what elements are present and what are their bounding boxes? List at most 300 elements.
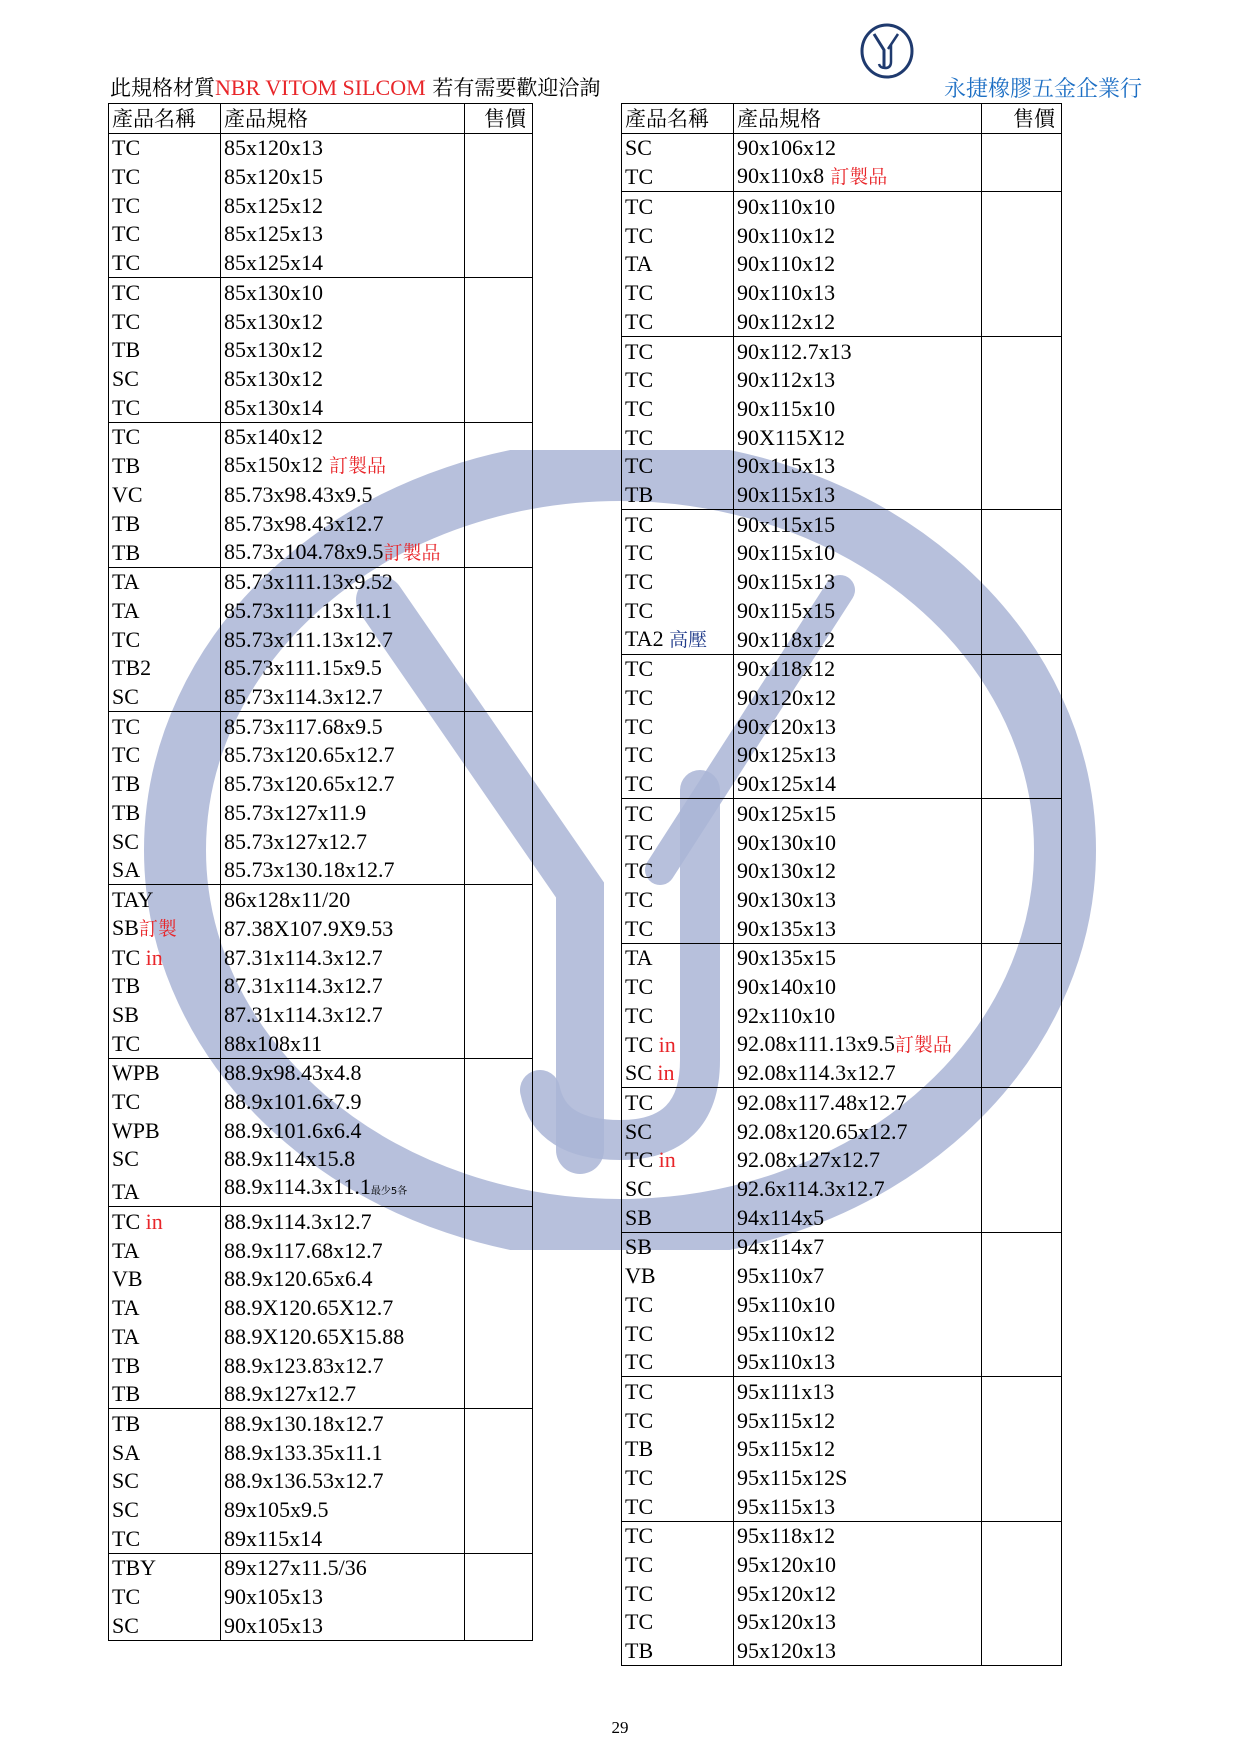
product-code: TC <box>112 394 141 420</box>
product-spec: 86x128x11/20 <box>224 886 351 912</box>
product-spec-cell <box>221 712 465 741</box>
product-spec: 90x110x8 <box>737 163 825 189</box>
product-spec-cell <box>221 364 465 393</box>
column-header-name: 產品名稱 <box>622 104 734 134</box>
product-spec: 85x125x14 <box>224 250 323 276</box>
price-cell <box>982 1117 1062 1146</box>
price-cell <box>982 828 1062 857</box>
product-spec: 87.31x114.3x12.7 <box>224 973 383 999</box>
product-code: TC <box>625 222 654 248</box>
product-code: TAY <box>112 886 154 912</box>
product-code: TC <box>625 656 654 682</box>
product-spec: 85.73x111.13x11.1 <box>224 598 393 623</box>
price-cell <box>465 682 533 711</box>
product-spec-cell <box>221 509 465 538</box>
product-code: TB <box>112 973 141 999</box>
product-spec-cell <box>221 741 465 770</box>
table-row <box>109 943 533 972</box>
price-cell <box>465 1116 533 1145</box>
product-spec: 88.9X120.65X12.7 <box>224 1295 394 1321</box>
price-cell <box>465 856 533 885</box>
product-spec: 88.9x120.65x6.4 <box>224 1266 373 1292</box>
price-cell <box>982 366 1062 395</box>
product-code: TA2 <box>625 625 670 651</box>
table-row <box>109 1058 533 1087</box>
price-cell <box>465 1322 533 1351</box>
product-code-cell <box>622 1579 734 1608</box>
price-cell <box>982 452 1062 481</box>
price-cell <box>982 480 1062 509</box>
product-code: TC <box>625 164 654 190</box>
price-cell <box>465 364 533 393</box>
product-code-cell <box>109 1265 221 1294</box>
product-spec-cell <box>221 162 465 191</box>
price-cell <box>982 1001 1062 1030</box>
product-code-cell <box>622 857 734 886</box>
product-code-cell <box>109 654 221 683</box>
product-code-cell <box>622 1550 734 1579</box>
product-code: TB <box>112 1410 141 1436</box>
price-cell <box>982 972 1062 1001</box>
price-cell <box>465 596 533 625</box>
right-price-table <box>621 103 1062 1666</box>
product-spec: 92x110x10 <box>737 1002 836 1028</box>
product-spec-cell <box>221 1145 465 1174</box>
product-code-cell <box>109 220 221 249</box>
product-spec: 95x120x10 <box>737 1552 836 1577</box>
table-row <box>109 1236 533 1265</box>
table-row <box>622 654 1062 683</box>
price-cell <box>465 220 533 249</box>
price-cell <box>982 625 1062 655</box>
product-spec-cell <box>734 278 982 307</box>
price-cell <box>982 712 1062 741</box>
spec-note: 最少5各 <box>370 1186 408 1198</box>
product-spec: 85x130x14 <box>224 394 323 420</box>
table-row <box>622 885 1062 914</box>
product-code-cell <box>622 366 734 395</box>
product-spec-cell <box>221 1207 465 1236</box>
product-spec-cell <box>734 1319 982 1348</box>
product-spec: 90x105x13 <box>224 1584 323 1609</box>
product-spec-cell <box>734 857 982 886</box>
table-row <box>622 1550 1062 1579</box>
price-cell <box>465 827 533 856</box>
product-code-cell <box>109 567 221 596</box>
table-row <box>109 248 533 277</box>
product-spec-cell <box>221 885 465 914</box>
product-spec: 90x130x13 <box>737 886 836 912</box>
table-row <box>622 1463 1062 1492</box>
table-row <box>109 1116 533 1145</box>
product-spec: 95x110x13 <box>737 1349 836 1375</box>
price-cell <box>982 336 1062 365</box>
product-code-cell <box>622 1030 734 1059</box>
product-code: TC <box>112 1089 141 1114</box>
product-spec-cell <box>221 1495 465 1524</box>
table-row <box>622 769 1062 798</box>
product-spec-cell <box>221 1524 465 1553</box>
product-code-cell <box>622 914 734 943</box>
price-cell <box>982 423 1062 452</box>
product-code-cell <box>109 1438 221 1467</box>
price-cell <box>982 162 1062 192</box>
price-cell <box>982 278 1062 307</box>
product-code: TC <box>112 308 141 334</box>
price-cell <box>982 943 1062 972</box>
product-spec-cell <box>221 1116 465 1145</box>
product-code-cell <box>622 972 734 1001</box>
price-cell <box>465 1524 533 1553</box>
product-spec: 95x120x13 <box>737 1609 836 1635</box>
table-row <box>622 972 1062 1001</box>
product-code-cell <box>622 799 734 828</box>
product-code-cell <box>109 712 221 741</box>
product-code-cell <box>109 1467 221 1496</box>
product-spec-cell <box>221 625 465 654</box>
product-code: SC <box>112 828 139 854</box>
product-spec: 85x130x10 <box>224 279 323 305</box>
product-code: SB <box>625 1234 652 1260</box>
table-row <box>109 1611 533 1640</box>
product-code: TB <box>112 539 141 565</box>
product-spec: 88.9x133.35x11.1 <box>224 1439 383 1465</box>
price-cell <box>465 1467 533 1496</box>
product-code-cell <box>109 914 221 943</box>
price-cell <box>465 393 533 422</box>
product-code-cell <box>622 162 734 192</box>
table-row <box>622 539 1062 568</box>
product-code-cell <box>622 683 734 712</box>
product-spec: 87.31x114.3x12.7 <box>224 1001 383 1027</box>
product-spec-cell <box>221 191 465 220</box>
price-cell <box>982 769 1062 798</box>
product-spec-cell <box>734 394 982 423</box>
product-code: TC <box>625 1291 654 1317</box>
product-spec: 90x110x13 <box>737 280 836 306</box>
code-note: in <box>657 1060 675 1086</box>
product-spec-cell <box>221 248 465 277</box>
table-row <box>622 857 1062 886</box>
product-code: SA <box>112 857 141 883</box>
product-code-cell <box>109 1000 221 1029</box>
price-cell <box>465 1145 533 1174</box>
product-code: TA <box>112 1323 140 1349</box>
product-spec: 85.73x127x12.7 <box>224 828 367 854</box>
product-spec-cell <box>734 1636 982 1665</box>
product-spec: 90x112x13 <box>737 367 836 393</box>
product-spec-cell <box>221 1029 465 1058</box>
price-cell <box>982 596 1062 625</box>
table-row <box>622 221 1062 250</box>
product-code-cell <box>109 191 221 220</box>
product-spec-cell <box>221 654 465 683</box>
product-code: TC <box>625 1407 654 1433</box>
product-code-cell <box>109 1029 221 1058</box>
product-code-cell <box>622 192 734 221</box>
price-cell <box>465 538 533 568</box>
product-code-cell <box>622 1463 734 1492</box>
product-code: TC <box>625 540 654 566</box>
table-row <box>109 1438 533 1467</box>
product-spec-cell <box>221 1173 465 1207</box>
table-row <box>109 1293 533 1322</box>
product-spec-cell <box>734 972 982 1001</box>
product-spec: 90x125x13 <box>737 742 836 768</box>
product-code-cell <box>622 1232 734 1261</box>
product-spec-cell <box>734 250 982 279</box>
table-row <box>109 1582 533 1611</box>
product-code: TC <box>625 597 654 623</box>
product-code-cell <box>109 682 221 711</box>
product-code: TC <box>625 1493 654 1519</box>
product-code-cell <box>622 1348 734 1377</box>
price-cell <box>982 914 1062 943</box>
product-spec-cell <box>734 769 982 798</box>
price-cell <box>465 712 533 741</box>
table-row <box>622 509 1062 538</box>
price-cell <box>465 769 533 798</box>
product-spec-cell <box>221 1000 465 1029</box>
product-spec-cell <box>221 133 465 162</box>
price-cell <box>465 798 533 827</box>
product-code-cell <box>622 1319 734 1348</box>
product-spec-cell <box>734 1377 982 1406</box>
product-code-cell <box>622 1117 734 1146</box>
table-row <box>622 278 1062 307</box>
product-spec-cell <box>221 1553 465 1582</box>
product-spec-cell <box>734 452 982 481</box>
price-cell <box>982 1319 1062 1348</box>
product-spec-cell <box>734 480 982 509</box>
product-spec: 90x105x13 <box>224 1612 323 1638</box>
product-spec-cell <box>221 480 465 509</box>
product-code-cell <box>109 1173 221 1207</box>
product-spec-cell <box>734 509 982 538</box>
spec-note: 訂製品 <box>894 1033 952 1056</box>
product-spec: 90x115x15 <box>737 597 836 623</box>
product-code-cell <box>109 162 221 191</box>
product-spec: 88.9x101.6x6.4 <box>224 1117 362 1143</box>
price-cell <box>982 1521 1062 1550</box>
product-code-cell <box>109 480 221 509</box>
product-code: TC <box>625 1147 659 1173</box>
price-cell <box>465 1611 533 1640</box>
product-spec-cell <box>734 539 982 568</box>
table-row <box>109 133 533 162</box>
product-code: TC <box>112 192 141 218</box>
product-spec-cell <box>734 1203 982 1232</box>
table-row <box>109 509 533 538</box>
product-spec: 92.08x117.48x12.7 <box>737 1090 907 1115</box>
product-spec-cell <box>221 1087 465 1116</box>
price-cell <box>982 1146 1062 1175</box>
product-code: TC <box>625 685 654 711</box>
product-spec-cell <box>734 1174 982 1203</box>
table-row <box>109 1351 533 1380</box>
product-code: TC <box>625 1523 654 1549</box>
table-row <box>109 393 533 422</box>
product-spec-cell <box>221 1265 465 1294</box>
product-spec-cell <box>734 596 982 625</box>
price-cell <box>982 799 1062 828</box>
product-code-cell <box>109 422 221 451</box>
product-code: TB <box>112 510 141 536</box>
product-code-cell <box>622 1492 734 1521</box>
product-code-cell <box>622 221 734 250</box>
table-row <box>109 596 533 625</box>
product-spec: 90x130x10 <box>737 829 836 855</box>
table-row <box>109 1087 533 1116</box>
code-note: 訂製 <box>138 917 177 940</box>
product-spec: 95x115x12S <box>737 1464 848 1490</box>
product-code-cell <box>622 452 734 481</box>
table-row <box>622 1203 1062 1232</box>
product-code-cell <box>622 1608 734 1637</box>
product-code-cell <box>109 972 221 1001</box>
product-spec: 85x130x12 <box>224 337 323 363</box>
table-row <box>622 192 1062 221</box>
product-code-cell <box>109 1236 221 1265</box>
product-spec: 90x125x14 <box>737 771 836 797</box>
table-row <box>622 1290 1062 1319</box>
table-row <box>622 943 1062 972</box>
product-code: SB <box>112 914 139 940</box>
table-row <box>109 1524 533 1553</box>
product-code: SC <box>625 135 652 161</box>
product-code-cell <box>109 307 221 336</box>
product-code-cell <box>622 307 734 336</box>
price-cell <box>465 1173 533 1207</box>
price-cell <box>982 394 1062 423</box>
table-header-row <box>109 104 533 134</box>
product-code: TA <box>625 945 653 971</box>
product-spec-cell <box>734 1579 982 1608</box>
price-cell <box>465 133 533 162</box>
product-spec: 85.73x127x11.9 <box>224 799 367 825</box>
product-code-cell <box>109 596 221 625</box>
material-note-prefix: 此規格材質 <box>110 76 215 100</box>
product-code-cell <box>109 1351 221 1380</box>
product-code: TB <box>625 481 654 507</box>
product-code-cell <box>109 133 221 162</box>
price-cell <box>982 1059 1062 1088</box>
table-row <box>109 1029 533 1058</box>
product-spec-cell <box>734 221 982 250</box>
column-header-spec: 產品規格 <box>221 104 465 134</box>
product-code-cell <box>109 856 221 885</box>
price-cell <box>465 1265 533 1294</box>
product-code: TC <box>112 424 141 450</box>
product-spec-cell <box>734 133 982 162</box>
product-spec: 90x118x12 <box>737 626 836 652</box>
column-header-spec: 產品規格 <box>734 104 982 134</box>
product-code: SC <box>625 1118 652 1144</box>
table-row <box>622 133 1062 162</box>
price-cell <box>982 1348 1062 1377</box>
product-code: TC <box>625 1031 659 1057</box>
table-row <box>622 741 1062 770</box>
price-cell <box>982 221 1062 250</box>
product-code: TC <box>625 1090 654 1115</box>
product-code: TC <box>625 280 654 306</box>
product-code: TA <box>112 598 140 623</box>
price-cell <box>982 1550 1062 1579</box>
product-spec-cell <box>221 336 465 365</box>
table-row <box>109 191 533 220</box>
product-code: TC <box>625 395 654 421</box>
product-code: SC <box>112 684 139 710</box>
table-row <box>622 1348 1062 1377</box>
product-code: SC <box>112 1468 139 1494</box>
code-note: in <box>658 1147 676 1173</box>
product-code-cell <box>109 943 221 972</box>
product-code-cell <box>109 509 221 538</box>
table-header-row <box>622 104 1062 134</box>
product-code: TA <box>112 569 140 595</box>
product-spec: 92.08x114.3x12.7 <box>737 1060 896 1086</box>
product-code: TC <box>112 713 141 739</box>
product-spec: 88.9x117.68x12.7 <box>224 1237 383 1263</box>
price-cell <box>982 1203 1062 1232</box>
table-row <box>622 366 1062 395</box>
table-row <box>622 1030 1062 1059</box>
product-spec: 88.9x114.3x11.1 <box>224 1174 371 1200</box>
table-row <box>109 1409 533 1438</box>
price-cell <box>982 1608 1062 1637</box>
product-code: SC <box>625 1060 658 1086</box>
product-code-cell <box>622 1377 734 1406</box>
product-code: VB <box>625 1263 656 1289</box>
table-row <box>109 798 533 827</box>
price-cell <box>465 885 533 914</box>
price-cell <box>982 1463 1062 1492</box>
table-row <box>622 1117 1062 1146</box>
product-code: TC <box>625 308 654 334</box>
product-spec: 90x125x15 <box>737 800 836 826</box>
product-code: TC <box>625 973 654 999</box>
table-row <box>622 1579 1062 1608</box>
product-spec-cell <box>734 307 982 336</box>
product-spec: 85.73x114.3x12.7 <box>224 684 383 710</box>
product-code-cell <box>622 654 734 683</box>
price-cell <box>465 625 533 654</box>
product-spec: 95x120x12 <box>737 1580 836 1606</box>
product-spec-cell <box>734 1348 982 1377</box>
product-code-cell <box>109 451 221 480</box>
product-code-cell <box>622 1435 734 1464</box>
table-row <box>109 1173 533 1207</box>
price-cell <box>982 133 1062 162</box>
product-spec: 90x118x12 <box>737 656 836 682</box>
product-code: TB <box>625 1638 654 1664</box>
price-cell <box>465 278 533 307</box>
product-code-cell <box>109 1582 221 1611</box>
product-code: VB <box>112 1266 143 1292</box>
product-code-cell <box>622 741 734 770</box>
product-spec-cell <box>734 336 982 365</box>
table-row <box>622 712 1062 741</box>
price-cell <box>465 509 533 538</box>
product-spec: 88.9x101.6x7.9 <box>224 1089 362 1114</box>
product-code-cell <box>622 1521 734 1550</box>
product-code-cell <box>109 393 221 422</box>
price-cell <box>982 539 1062 568</box>
table-row <box>622 307 1062 336</box>
product-code-cell <box>622 625 734 655</box>
product-spec-cell <box>734 828 982 857</box>
price-cell <box>982 1261 1062 1290</box>
